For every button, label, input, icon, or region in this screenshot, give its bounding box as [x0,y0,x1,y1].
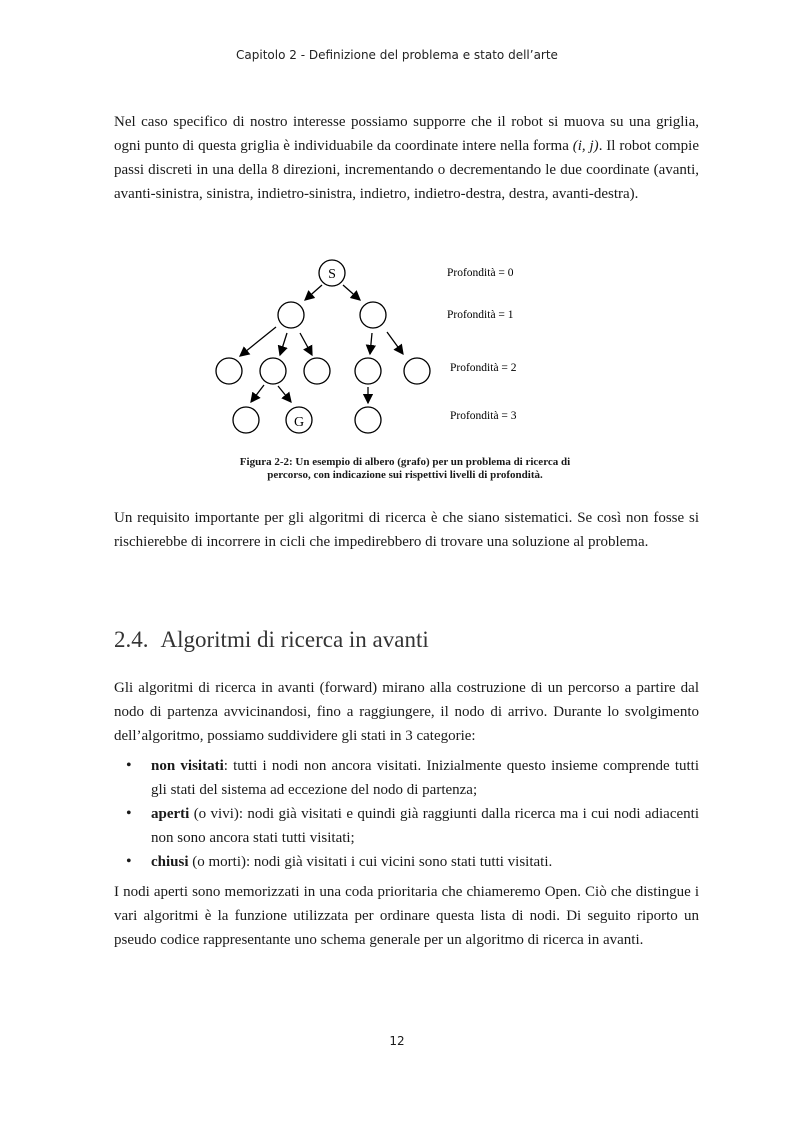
bullet-text: (o vivi): nodi già visitati e quindi già raggiunti dalla ricerca ma i cui nodi adiacenti non sono ancora stati tutti visitati; [151,806,699,846]
depth-label-0: Profondità = 0 [447,267,514,279]
tree-node [278,302,304,328]
section-title-text: Algoritmi di ricerca in avanti [160,627,429,652]
open-list-paragraph: I nodi aperti sono memorizzati in una coda prioritaria che chiameremo Open. Ciò che distingue i vari algoritmi è la funzione utilizzata per ordinare questa lista di nodi. Di seguito riporto un pseudo codice rappresentante uno schema generale per un algoritmo di ricerca in avanti. [114,884,699,948]
tree-node [216,358,242,384]
figure-caption [200,456,610,482]
depth-label-1: Profondità = 1 [447,309,514,321]
tree-node [360,302,386,328]
tree-node [233,407,259,433]
bullet-term: aperti [151,806,190,822]
intro-text-b: . Il robot compie passi discreti in una della 8 direzioni, incrementando o decrementando le due coordinate (avanti, avanti-sinistra, sinistra, indietro-sinistra, indietro, indietro-destra, destra, avanti-destra). [114,138,700,202]
section-heading [114,627,429,653]
systematic-paragraph: Un requisito importante per gli algoritmi di ricerca è che siano sistematici. Se così non fosse si rischierebbe di incorrere in cicli che impedirebbero di trovare una soluzione al problema. [114,510,699,550]
tree-node [260,358,286,384]
tree-edge [370,333,372,354]
figure-caption-line2: percorso, con indicazione sui rispettivi livelli di profondità. [267,469,543,481]
bullet-term: non visitati [151,758,224,774]
tree-edge [387,332,403,354]
page-number: 12 [389,1034,405,1048]
tree-node [404,358,430,384]
intro-paragraph [114,110,699,206]
state-categories-list [114,754,699,874]
goal-node-label: G [293,415,305,430]
depth-label-3: Profondità = 3 [450,410,517,422]
intro-text-a: Nel caso specifico di nostro interesse possiamo supporre che il robot si muova su una griglia, ogni punto di questa griglia è individuabile da coordinate intere nella forma [114,114,699,154]
tree-edge [240,327,276,356]
search-tree-figure [200,255,610,440]
list-item [114,754,699,802]
depth-label-2: Profondità = 2 [450,362,517,374]
bullet-text: : tutti i nodi non ancora visitati. Inizialmente questo insieme comprende tutti gli stati del sistema ad eccezione del nodo di partenza; [151,758,700,798]
tree-edge [343,285,360,300]
tree-edge [305,285,322,300]
tree-edge [300,333,312,355]
section-number: 2.4. [114,627,149,652]
tree-edge [280,333,287,355]
tree-edge [278,386,291,402]
forward-search-paragraph: Gli algoritmi di ricerca in avanti (forward) mirano alla costruzione di un percorso a partire dal nodo di partenza avvicinandosi, fino a raggiungere, il nodo di arrivo. Durante lo svolgimento dell’algoritmo, possiamo suddividere gli stati in 3 categorie: [114,680,699,744]
tree-node [355,407,381,433]
running-header: Capitolo 2 - Definizione del problema e stato dell’arte [236,48,558,62]
bullet-text: (o morti): nodi già visitati i cui vicini sono stati tutti visitati. [188,854,553,870]
coordinate-notation: (i, j) [572,138,599,154]
tree-edge [251,385,264,402]
list-item [114,802,699,850]
tree-node [355,358,381,384]
bullet-term: chiusi [151,854,189,870]
figure-caption-line1: Figura 2-2: Un esempio di albero (grafo) per un problema di ricerca di [239,456,571,468]
start-node-label: S [328,267,336,282]
list-item [114,850,699,874]
tree-node [304,358,330,384]
